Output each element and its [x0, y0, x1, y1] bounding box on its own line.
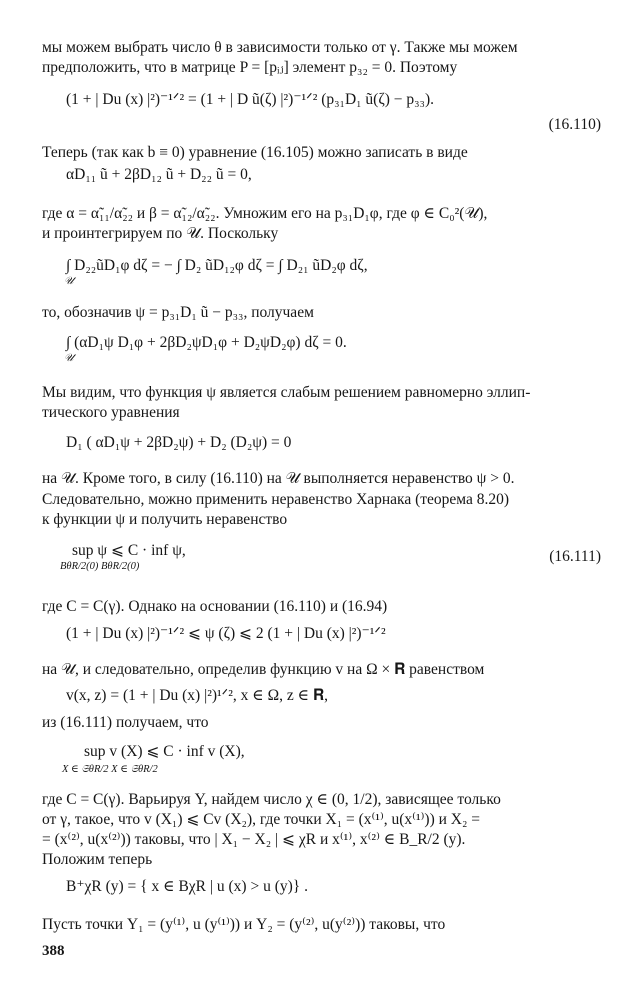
- equation: sup ψ ⩽ C · inf ψ,: [72, 542, 186, 559]
- equation: D₁ ( αD₁ψ + 2βD₂ψ) + D₂ (D₂ψ) = 0: [66, 434, 292, 451]
- text-line: где C = C(γ). Варьируя Y, найдем число χ ∈ (0, 1/2), зависящее только: [42, 791, 501, 808]
- text-line: тического уравнения: [42, 404, 180, 421]
- text-line: предположить, что в матрице P = [pᵢⱼ] элемент p₃₂ = 0. Поэтому: [42, 59, 458, 76]
- text-line: и проинтегрируем по 𝒰. Поскольку: [42, 225, 279, 242]
- equation-number: (16.111): [549, 548, 601, 565]
- equation: ∫ (αD₁ψ D₁φ + 2βD₂ψD₁φ + D₂ψD₂φ) dζ = 0.: [66, 334, 347, 351]
- integral-domain: 𝒰: [64, 276, 74, 287]
- text-line: Теперь (так как b ≡ 0) уравнение (16.105) можно записать в виде: [42, 144, 468, 161]
- text-line: от γ, такое, что v (X₁) ⩽ Cv (X₂), где точки X₁ = (x⁽¹⁾, u(x⁽¹⁾)) и X₂ =: [42, 811, 481, 828]
- text-line: где α = α̃₁₁/α̃₂₂ и β = α̃₁₂/α̃₂₂. Умножим его на p₃₁D₁φ, где φ ∈ C₀²(𝒰),: [42, 205, 488, 222]
- text-line: Положим теперь: [42, 851, 153, 868]
- equation: (1 + | Du (x) |²)⁻¹ᐟ² = (1 + | D ũ(ζ) |²)⁻¹ᐟ² (p₃₁D₁ ũ(ζ) − p₃₃).: [66, 91, 434, 108]
- text-line: = (x⁽²⁾, u(x⁽²⁾)) таковы, что | X₁ − X₂ | ⩽ χR и x⁽¹⁾, x⁽²⁾ ∈ B_R/2 (y).: [42, 831, 466, 848]
- text-line: на 𝒰, и следовательно, определив функцию v на Ω × 𝐑 равенством: [42, 661, 485, 678]
- equation: v(x, z) = (1 + | Du (x) |²)¹ᐟ², x ∈ Ω, z ∈ 𝐑,: [66, 687, 329, 704]
- equation-subscript: X ∈ 𝔖θR/2 X ∈ 𝔖θR/2: [62, 764, 158, 775]
- integral-domain: 𝒰: [64, 353, 74, 364]
- page-number: 388: [42, 943, 65, 959]
- text-line: на 𝒰. Кроме того, в силу (16.110) на 𝒰 выполняется неравенство ψ > 0.: [42, 470, 515, 487]
- text-line: Мы видим, что функция ψ является слабым решением равномерно эллип-: [42, 384, 531, 401]
- equation: αD₁₁ ũ + 2βD₁₂ ũ + D₂₂ ũ = 0,: [66, 166, 252, 183]
- text-line: Пусть точки Y₁ = (y⁽¹⁾, u (y⁽¹⁾)) и Y₂ = (y⁽²⁾, u(y⁽²⁾)) таковы, что: [42, 916, 446, 933]
- text-line: к функции ψ и получить неравенство: [42, 511, 288, 528]
- equation: (1 + | Du (x) |²)⁻¹ᐟ² ⩽ ψ (ζ) ⩽ 2 (1 + | Du (x) |²)⁻¹ᐟ²: [66, 625, 386, 642]
- text-line: мы можем выбрать число θ в зависимости только от γ. Также мы можем: [42, 39, 518, 56]
- text-line: Следовательно, можно применить неравенство Харнака (теорема 8.20): [42, 491, 510, 508]
- equation: sup v (X) ⩽ C · inf v (X),: [84, 743, 245, 760]
- text-line: то, обозначив ψ = p₃₁D₁ ũ − p₃₃, получаем: [42, 304, 314, 321]
- equation-subscript: BθR/2(0) BθR/2(0): [60, 561, 140, 572]
- text-line: где C = C(γ). Однако на основании (16.110) и (16.94): [42, 598, 388, 615]
- equation-number: (16.110): [548, 116, 601, 133]
- equation: B⁺χR (y) = { x ∈ BχR | u (x) > u (y)} .: [66, 878, 308, 895]
- equation: ∫ D₂₂ũD₁φ dζ = − ∫ D₂ ũD₁₂φ dζ = ∫ D₂₁ ũD₂φ dζ,: [66, 257, 368, 274]
- text-line: из (16.111) получаем, что: [42, 714, 209, 731]
